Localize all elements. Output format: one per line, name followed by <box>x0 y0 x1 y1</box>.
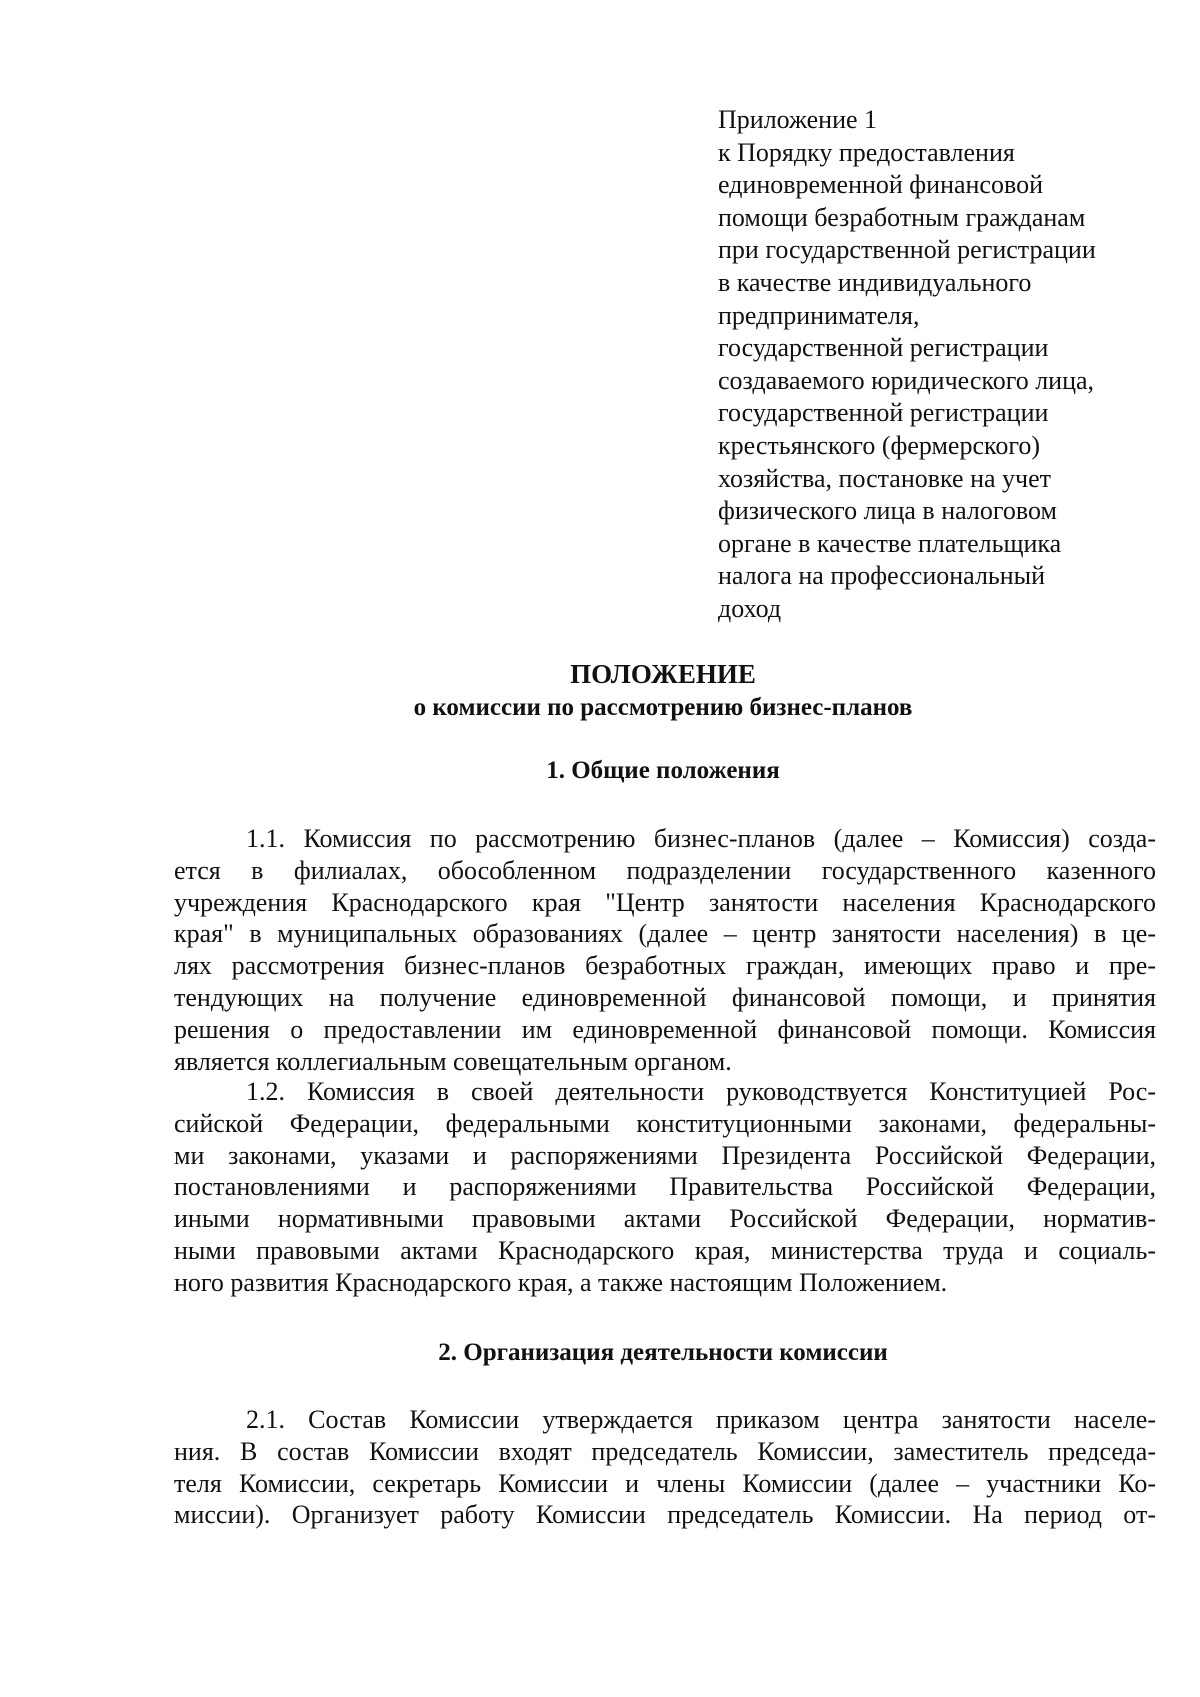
paragraph-line: ными правовыми актами Краснодарского края, министерства труда и социаль- <box>174 1235 1156 1265</box>
section-heading-organization: 2. Организация деятельности комиссии <box>438 1339 888 1366</box>
appendix-line: при государственной регистрации <box>718 235 1096 265</box>
appendix-note <box>718 104 1158 626</box>
appendix-line: к Порядку предоставления <box>718 137 1015 167</box>
paragraph-line: учреждения Краснодарского края "Центр занятости населения Краснодарского <box>174 887 1156 917</box>
appendix-line: государственной регистрации <box>718 333 1049 363</box>
appendix-line: помощи безработным гражданам <box>718 202 1086 232</box>
document-title: ПОЛОЖЕНИЕ <box>570 659 756 689</box>
paragraph-line: теля Комиссии, секретарь Комиссии и члены Комиссии (далее – участники Ко- <box>174 1468 1156 1498</box>
paragraph-line: края" в муниципальных образованиях (далее – центр занятости населения) в це- <box>174 919 1156 949</box>
paragraph-1-1 <box>174 823 1156 1077</box>
appendix-line: налога на профессиональный <box>718 561 1046 591</box>
paragraph-line: 1.2. Комиссия в своей деятельности руководствуется Конституцией Рос- <box>246 1077 1156 1106</box>
paragraph-line: ного развития Краснодарского края, а также настоящим Положением. <box>174 1267 948 1297</box>
appendix-line: органе в качестве плательщика <box>718 528 1062 558</box>
paragraph-line: постановлениями и распоряжениями Правительства Российской Федерации, <box>174 1172 1156 1202</box>
section-heading-general: 1. Общие положения <box>546 757 780 784</box>
appendix-line: создаваемого юридического лица, <box>718 365 1095 395</box>
paragraph-1-2 <box>174 1076 1156 1299</box>
document-subtitle: о комиссии по рассмотрению бизнес-планов <box>413 694 913 721</box>
paragraph-line: лях рассмотрения бизнес-планов безработных граждан, имеющих право и пре- <box>174 951 1156 981</box>
appendix-line: крестьянского (фермерского) <box>718 430 1040 460</box>
paragraph-line: ется в филиалах, обособленном подразделении государственного казенного <box>174 855 1156 885</box>
appendix-line: государственной регистрации <box>718 398 1049 428</box>
paragraph-line: сийской Федерации, федеральными конституционными законами, федеральны- <box>174 1108 1156 1138</box>
appendix-line: единовременной финансовой <box>718 170 1043 200</box>
appendix-line: физического лица в налоговом <box>718 496 1057 526</box>
appendix-line: в качестве индивидуального <box>718 267 1032 297</box>
paragraph-line: ми законами, указами и распоряжениями Президента Российской Федерации, <box>174 1140 1156 1170</box>
appendix-line: Приложение 1 <box>718 105 878 134</box>
paragraph-line: решения о предоставлении им единовременной финансовой помощи. Комиссия <box>174 1014 1156 1044</box>
appendix-line: предпринимателя, <box>718 300 920 330</box>
paragraph-2-1 <box>174 1404 1156 1531</box>
paragraph-line: является коллегиальным совещательным органом. <box>174 1046 732 1076</box>
paragraph-line: 2.1. Состав Комиссии утверждается приказом центра занятости населе- <box>246 1405 1156 1434</box>
paragraph-line: ния. В состав Комиссии входят председатель Комиссии, заместитель председа- <box>174 1436 1156 1466</box>
paragraph-line: иными нормативными правовыми актами Российской Федерации, норматив- <box>174 1204 1156 1234</box>
paragraph-line: 1.1. Комиссия по рассмотрению бизнес-планов (далее – Комиссия) созда- <box>246 824 1156 853</box>
paragraph-line: миссии). Организует работу Комиссии председатель Комиссии. На период от- <box>174 1500 1156 1530</box>
appendix-line: доход <box>718 593 782 623</box>
appendix-line: хозяйства, постановке на учет <box>718 463 1051 493</box>
paragraph-line: тендующих на получение единовременной финансовой помощи, и принятия <box>174 982 1156 1012</box>
